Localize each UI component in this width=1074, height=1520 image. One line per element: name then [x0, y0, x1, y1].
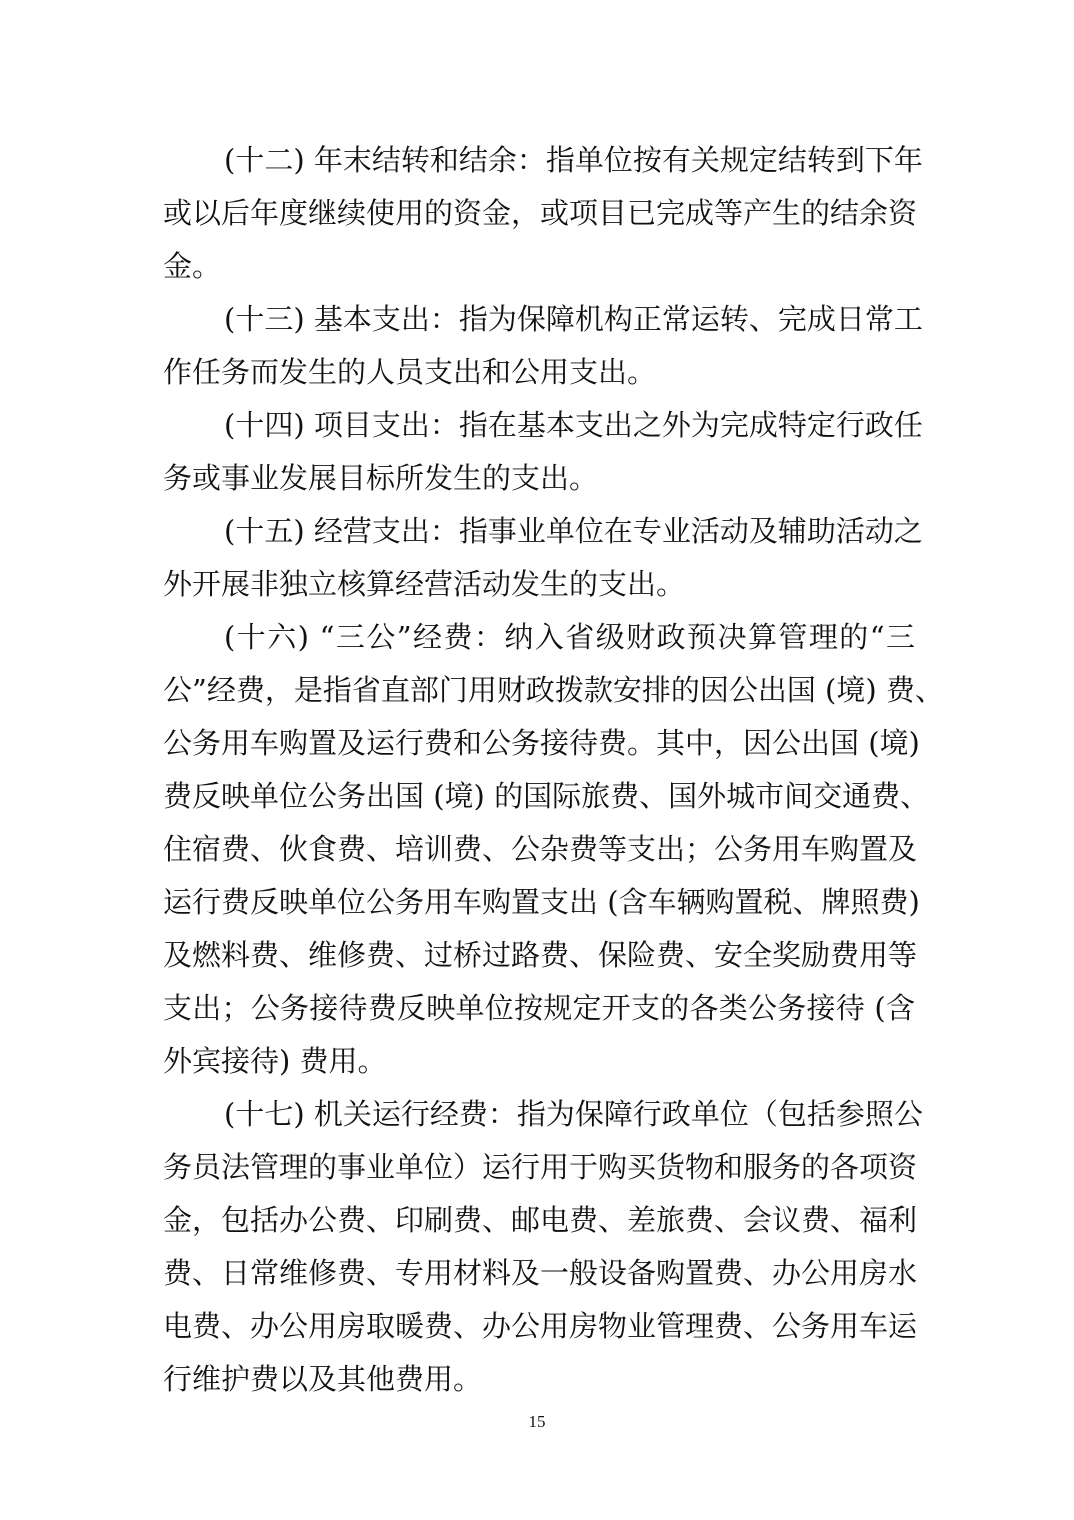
paragraph-16-line-2: 公”经费，是指省直部门用财政拨款安排的因公出国 (境) 费、: [163, 673, 944, 707]
paragraph-16-line-7: 及燃料费、维修费、过桥过路费、保险费、安全奖励费用等: [163, 938, 918, 972]
paragraph-15-line-2: 外开展非独立核算经营活动发生的支出。: [163, 567, 686, 601]
paragraph-16-line-8: 支出；公务接待费反映单位按规定开支的各类公务接待 (含: [163, 991, 915, 1025]
paragraph-12-line-2: 或以后年度继续使用的资金，或项目已完成等产生的结余资: [163, 196, 918, 230]
paragraph-13-line-2: 作任务而发生的人员支出和公用支出。: [163, 355, 657, 389]
paragraph-16-line-5: 住宿费、伙食费、培训费、公杂费等支出；公务用车购置及: [163, 832, 918, 866]
paragraph-17-line-5: 电费、办公用房取暖费、办公用房物业管理费、公务用车运: [163, 1309, 918, 1343]
paragraph-15-line-1: (十五) 经营支出：指事业单位在专业活动及辅助活动之: [224, 514, 923, 548]
paragraph-16-line-1: (十六) “三公”经费：纳入省级财政预决算管理的“三: [224, 620, 915, 654]
paragraph-16-line-4: 费反映单位公务出国 (境) 的国际旅费、国外城市间交通费、: [163, 779, 930, 813]
paragraph-14-line-2: 务或事业发展目标所发生的支出。: [163, 461, 599, 495]
paragraph-17-line-1: (十七) 机关运行经费：指为保障行政单位（包括参照公: [224, 1097, 923, 1131]
paragraph-14-line-1: (十四) 项目支出：指在基本支出之外为完成特定行政任: [224, 408, 923, 442]
paragraph-12-line-1: (十二) 年末结转和结余：指单位按有关规定结转到下年: [224, 143, 923, 177]
page-number: 15: [528, 1412, 546, 1431]
paragraph-13-line-1: (十三) 基本支出：指为保障机构正常运转、完成日常工: [224, 302, 923, 336]
paragraph-16-line-3: 公务用车购置及运行费和公务接待费。其中，因公出国 (境): [163, 726, 920, 760]
paragraph-16-line-6: 运行费反映单位公务用车购置支出 (含车辆购置税、牌照费): [163, 885, 920, 919]
paragraph-12-line-3: 金。: [163, 249, 222, 283]
paragraph-17-line-6: 行维护费以及其他费用。: [163, 1362, 483, 1396]
paragraph-16-line-9: 外宾接待) 费用。: [163, 1044, 387, 1078]
paragraph-17-line-4: 费、日常维修费、专用材料及一般设备购置费、办公用房水: [163, 1256, 918, 1290]
paragraph-17-line-3: 金，包括办公费、印刷费、邮电费、差旅费、会议费、福利: [163, 1203, 918, 1237]
paragraph-17-line-2: 务员法管理的事业单位）运行用于购买货物和服务的各项资: [163, 1150, 918, 1184]
